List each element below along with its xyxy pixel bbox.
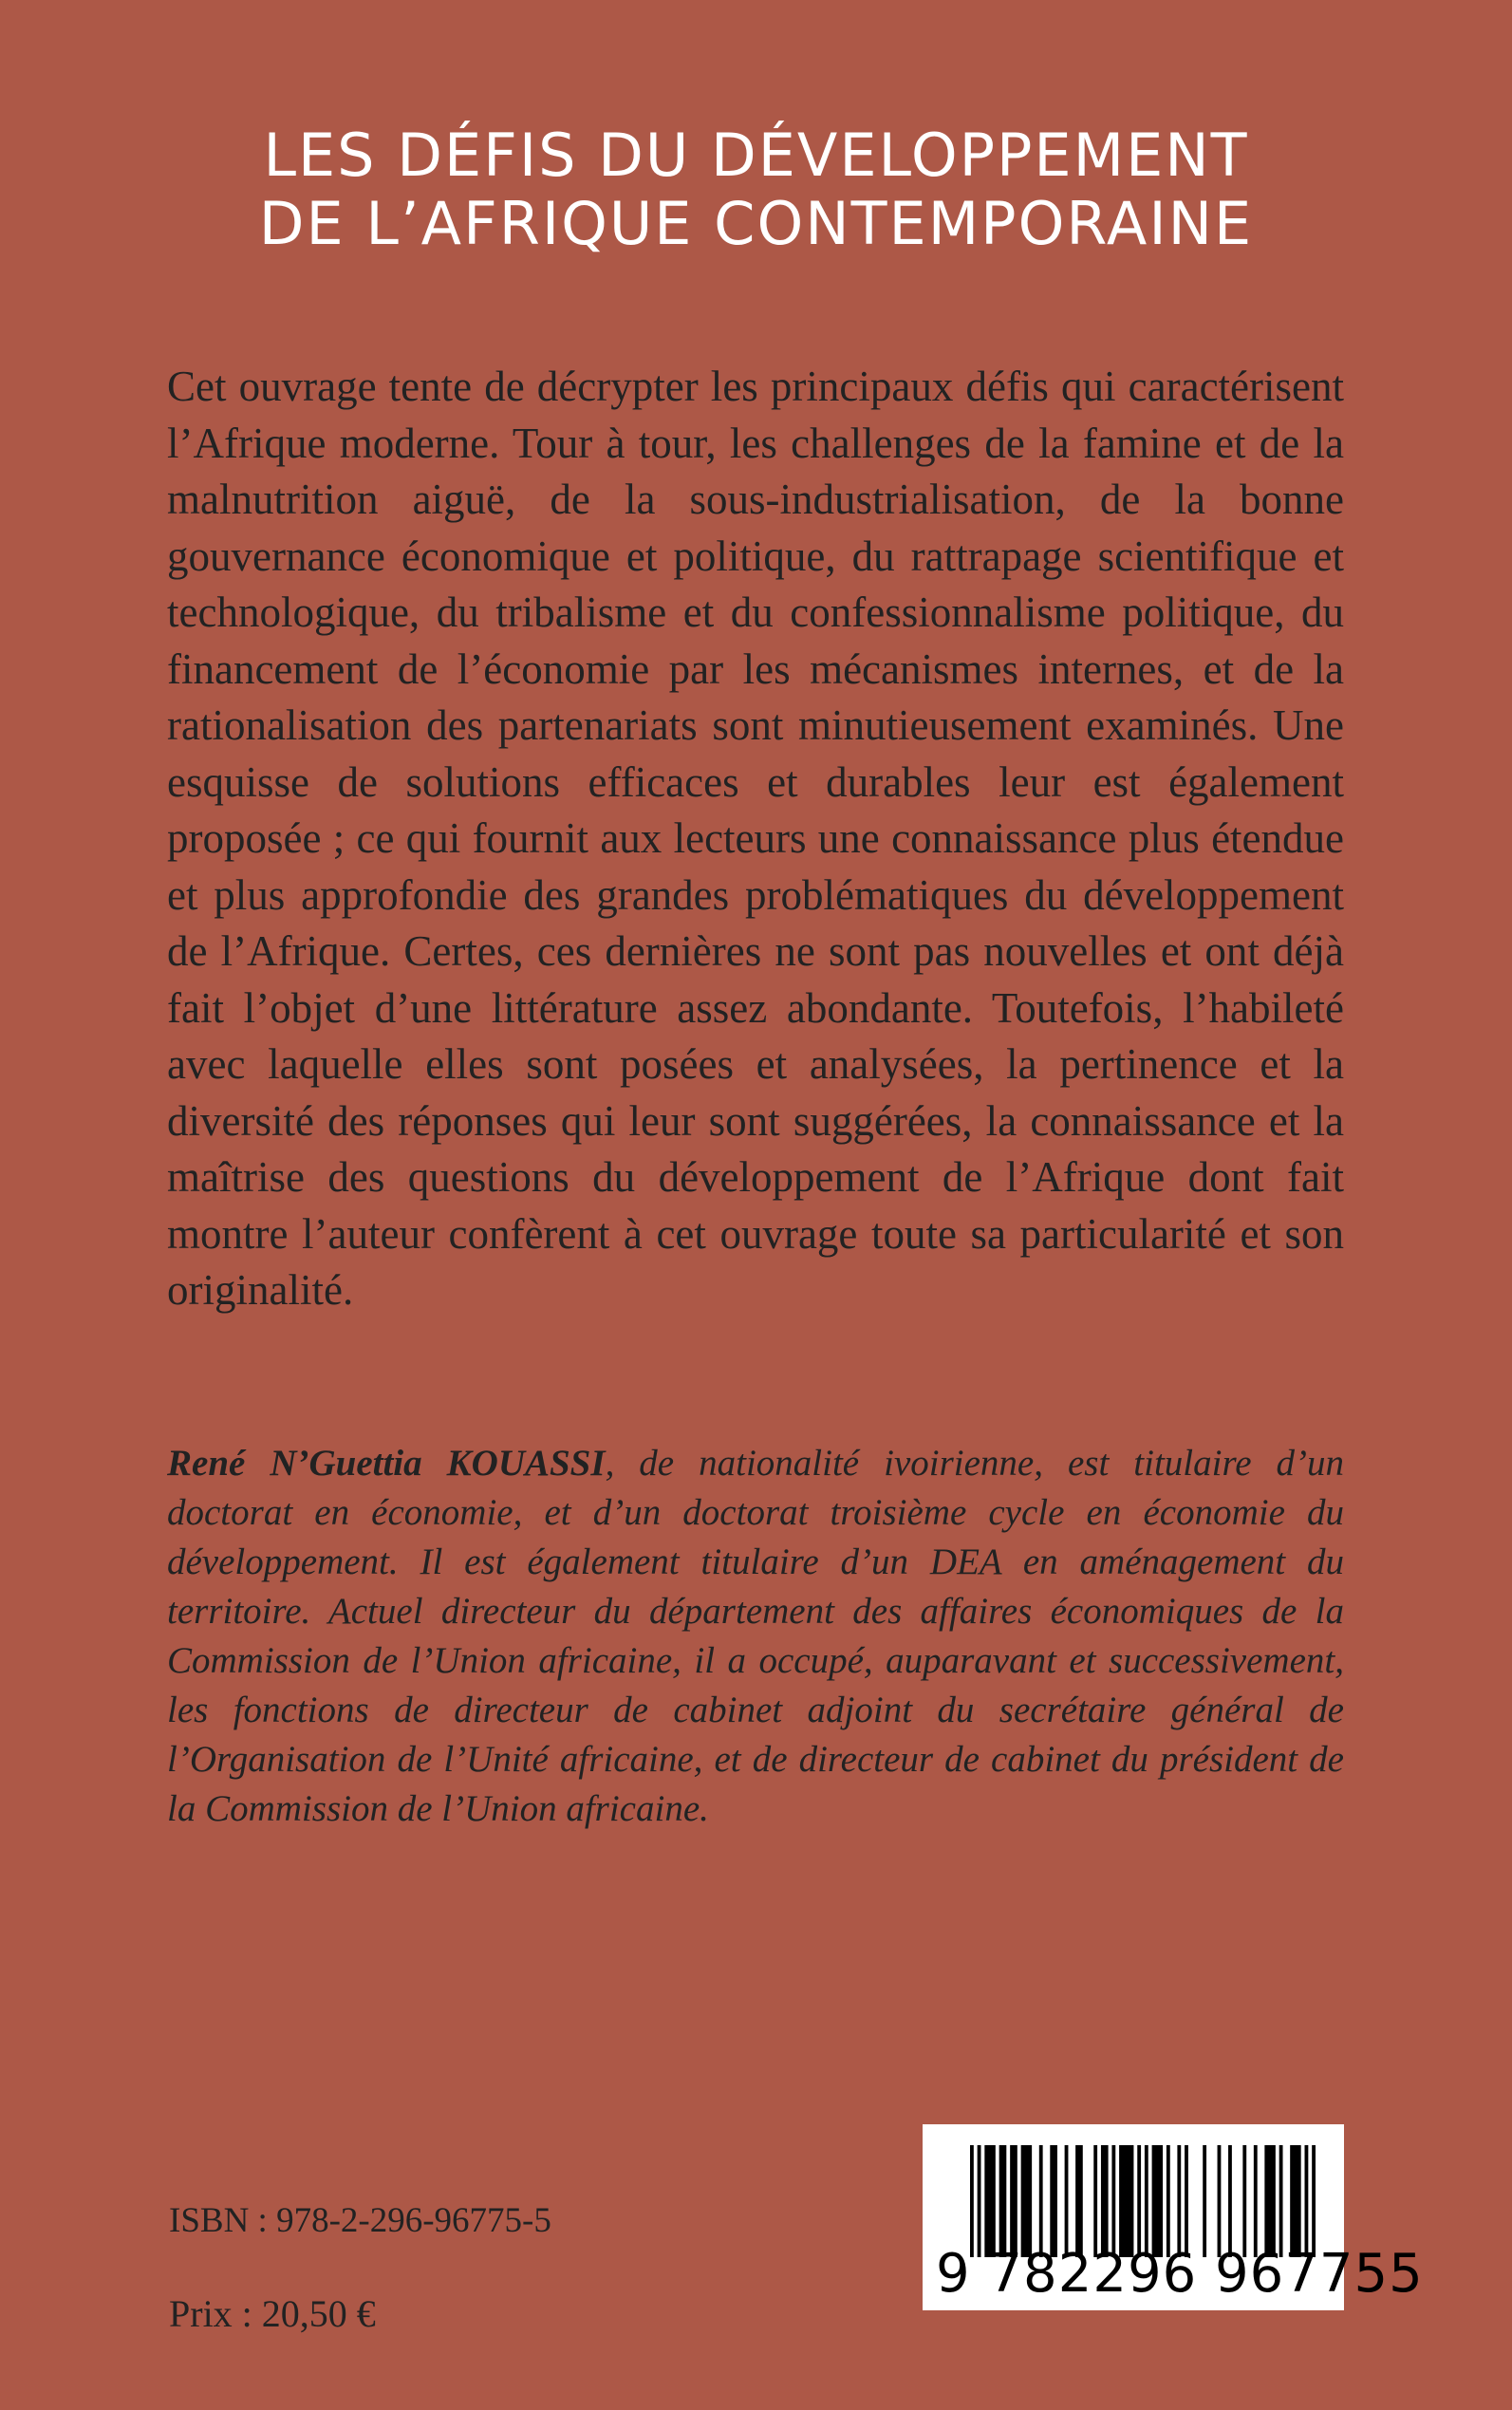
barcode-bar: [978, 2145, 981, 2257]
barcode-bar: [1203, 2145, 1206, 2257]
barcode-bar: [1254, 2145, 1258, 2257]
barcode-bar: [1242, 2145, 1246, 2257]
book-title: [0, 121, 1512, 258]
book-title-line-1: LES DÉFIS DU DÉVELOPPEMENT: [263, 121, 1249, 190]
barcode-bar: [999, 2145, 1007, 2257]
barcode-bar: [984, 2145, 995, 2257]
barcode-bar: [1119, 2145, 1133, 2257]
barcode-bar: [1050, 2145, 1057, 2257]
barcode-bar: [1039, 2145, 1043, 2257]
barcode-bar: [1101, 2145, 1109, 2257]
barcode-bar: [1065, 2145, 1069, 2257]
barcode-bar: [1264, 2145, 1275, 2257]
author-name: René N’Guettia KOUASSI: [167, 1443, 606, 1484]
barcode-bar: [970, 2145, 974, 2257]
barcode-bars: [970, 2145, 1316, 2257]
barcode-bar: [1010, 2145, 1017, 2257]
book-title-line-2: DE L’AFRIQUE CONTEMPORAINE: [258, 189, 1254, 258]
isbn: ISBN : 978-2-296-96775-5: [169, 2201, 551, 2240]
barcode-bar: [1290, 2145, 1300, 2257]
barcode-bar: [1177, 2145, 1181, 2257]
barcode-bar: [1145, 2145, 1148, 2257]
barcode-bar: [1228, 2145, 1232, 2257]
price: Prix : 20,50 €: [169, 2292, 376, 2335]
author-bio: [167, 1439, 1344, 1834]
barcode-bar: [1218, 2145, 1222, 2257]
barcode-bar: [1185, 2145, 1188, 2257]
barcode-bar: [1279, 2145, 1283, 2257]
barcode-bar: [1075, 2145, 1083, 2257]
barcode-bar: [1021, 2145, 1032, 2257]
book-summary: Cet ouvrage tente de décrypter les principaux défis qui caractérisent l’Afrique moderne. Tour à tour, les challenges de la famine et de la malnutrition aiguë, de la sous-industrialisation, de la bonne gouvernance économique et politique, du rattrapage scientifique et technologique, du tribalisme et du confessionnalisme politique, du financement de l’économie par les mécanismes internes, et de la rationalisation des partenariats sont minutieusement examinés. Une esquisse de solutions efficaces et durables leur est également proposée ; ce qui fournit aux lecteurs une connaissance plus étendue et plus approfondie des grandes problématiques du développement de l’Afrique. Certes, ces dernières ne sont pas nouvelles et ont déjà fait l’objet d’une littérature assez abondante. Toutefois, l’habileté avec laquelle elles sont posées et analysées, la pertinence et la diversité des réponses qui leur sont suggérées, la connaissance et la maîtrise des questions du développement de l’Afrique dont fait montre l’auteur confèrent à cet ouvrage toute sa particularité et son originalité.: [167, 363, 1344, 1314]
barcode-bar: [1093, 2145, 1097, 2257]
barcode-bar: [1152, 2145, 1163, 2257]
barcode-bar: [1137, 2145, 1141, 2257]
barcode-bar: [1167, 2145, 1170, 2257]
barcode-bar: [1111, 2145, 1115, 2257]
barcode-bar: [1312, 2145, 1316, 2257]
barcode-digits: 9 782296 967755: [936, 2243, 1424, 2305]
barcode-bar: [1305, 2145, 1309, 2257]
author-bio-text: , de nationalité ivoirienne, est titulaire d’un doctorat en économie, et d’un doctorat troisième cycle en économie du développement. Il est également titulaire d’un DEA en aménagement du territoire. Actuel directeur du département des affaires économiques de la Commission de l’Union africaine, il a occupé, auparavant et successivement, les fonctions de directeur de cabinet adjoint du secrétaire général de l’Organisation de l’Unité africaine, et de directeur de cabinet du président de la Commission de l’Union africaine.: [167, 1443, 1344, 1829]
barcode: [923, 2124, 1424, 2310]
